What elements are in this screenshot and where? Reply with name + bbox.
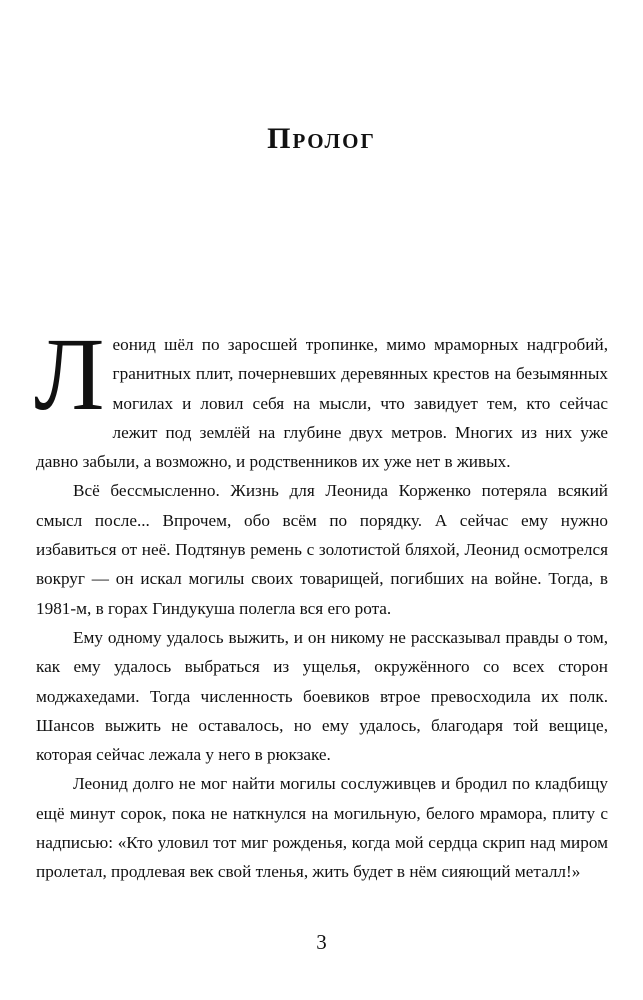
- drop-cap: Л: [34, 317, 105, 432]
- paragraph-1: [34, 317, 608, 476]
- paragraph-1-text: еонид шёл по заросшей тропинке, мимо мраморных надгробий, гранитных плит, почерневших деревянных крестов на безымянных могилах и ловил себя на мысли, что завидует тем, кто сейчас лежит под землёй на глубине двух метров. Многих из них уже давно забыли, а возможно, и родственников их уже нет в живых.: [36, 335, 608, 472]
- chapter-title: Пролог: [267, 122, 376, 155]
- paragraph-2: Всё бессмысленно. Жизнь для Леонида Корженко потеряла всякий смысл после... Впрочем, обо всём по порядку. А сейчас ему нужно избавиться от неё. Подтянув ремень с золотистой бляхой, Леонид осмотрелся вокруг — он искал могилы своих товарищей, погибших на войне. Тогда, в 1981-м, в горах Гиндукуша полегла вся его рота.: [36, 481, 608, 618]
- body-text: [34, 317, 608, 887]
- page-number: 3: [316, 930, 327, 954]
- paragraph-3: Ему одному удалось выжить, и он никому не рассказывал правды о том, как ему удалось выбраться из ущелья, окружённого со всех сторон моджахедами. Тогда численность боевиков втрое превосходила их полк. Шансов выжить не оставалось, но ему удалось, благодаря той вещице, которая сейчас лежала у него в рюкзаке.: [36, 627, 608, 765]
- paragraph-4: Леонид долго не мог найти могилы сослуживцев и бродил по кладбищу ещё минут сорок, пока не наткнулся на могильную, белого мрамора, плиту с надписью: «Кто уловил тот миг рожденья, когда мой сердца скрип над миром пролетал, продлевая век свой тленья, жить будет в нём сияющий металл!»: [36, 774, 608, 882]
